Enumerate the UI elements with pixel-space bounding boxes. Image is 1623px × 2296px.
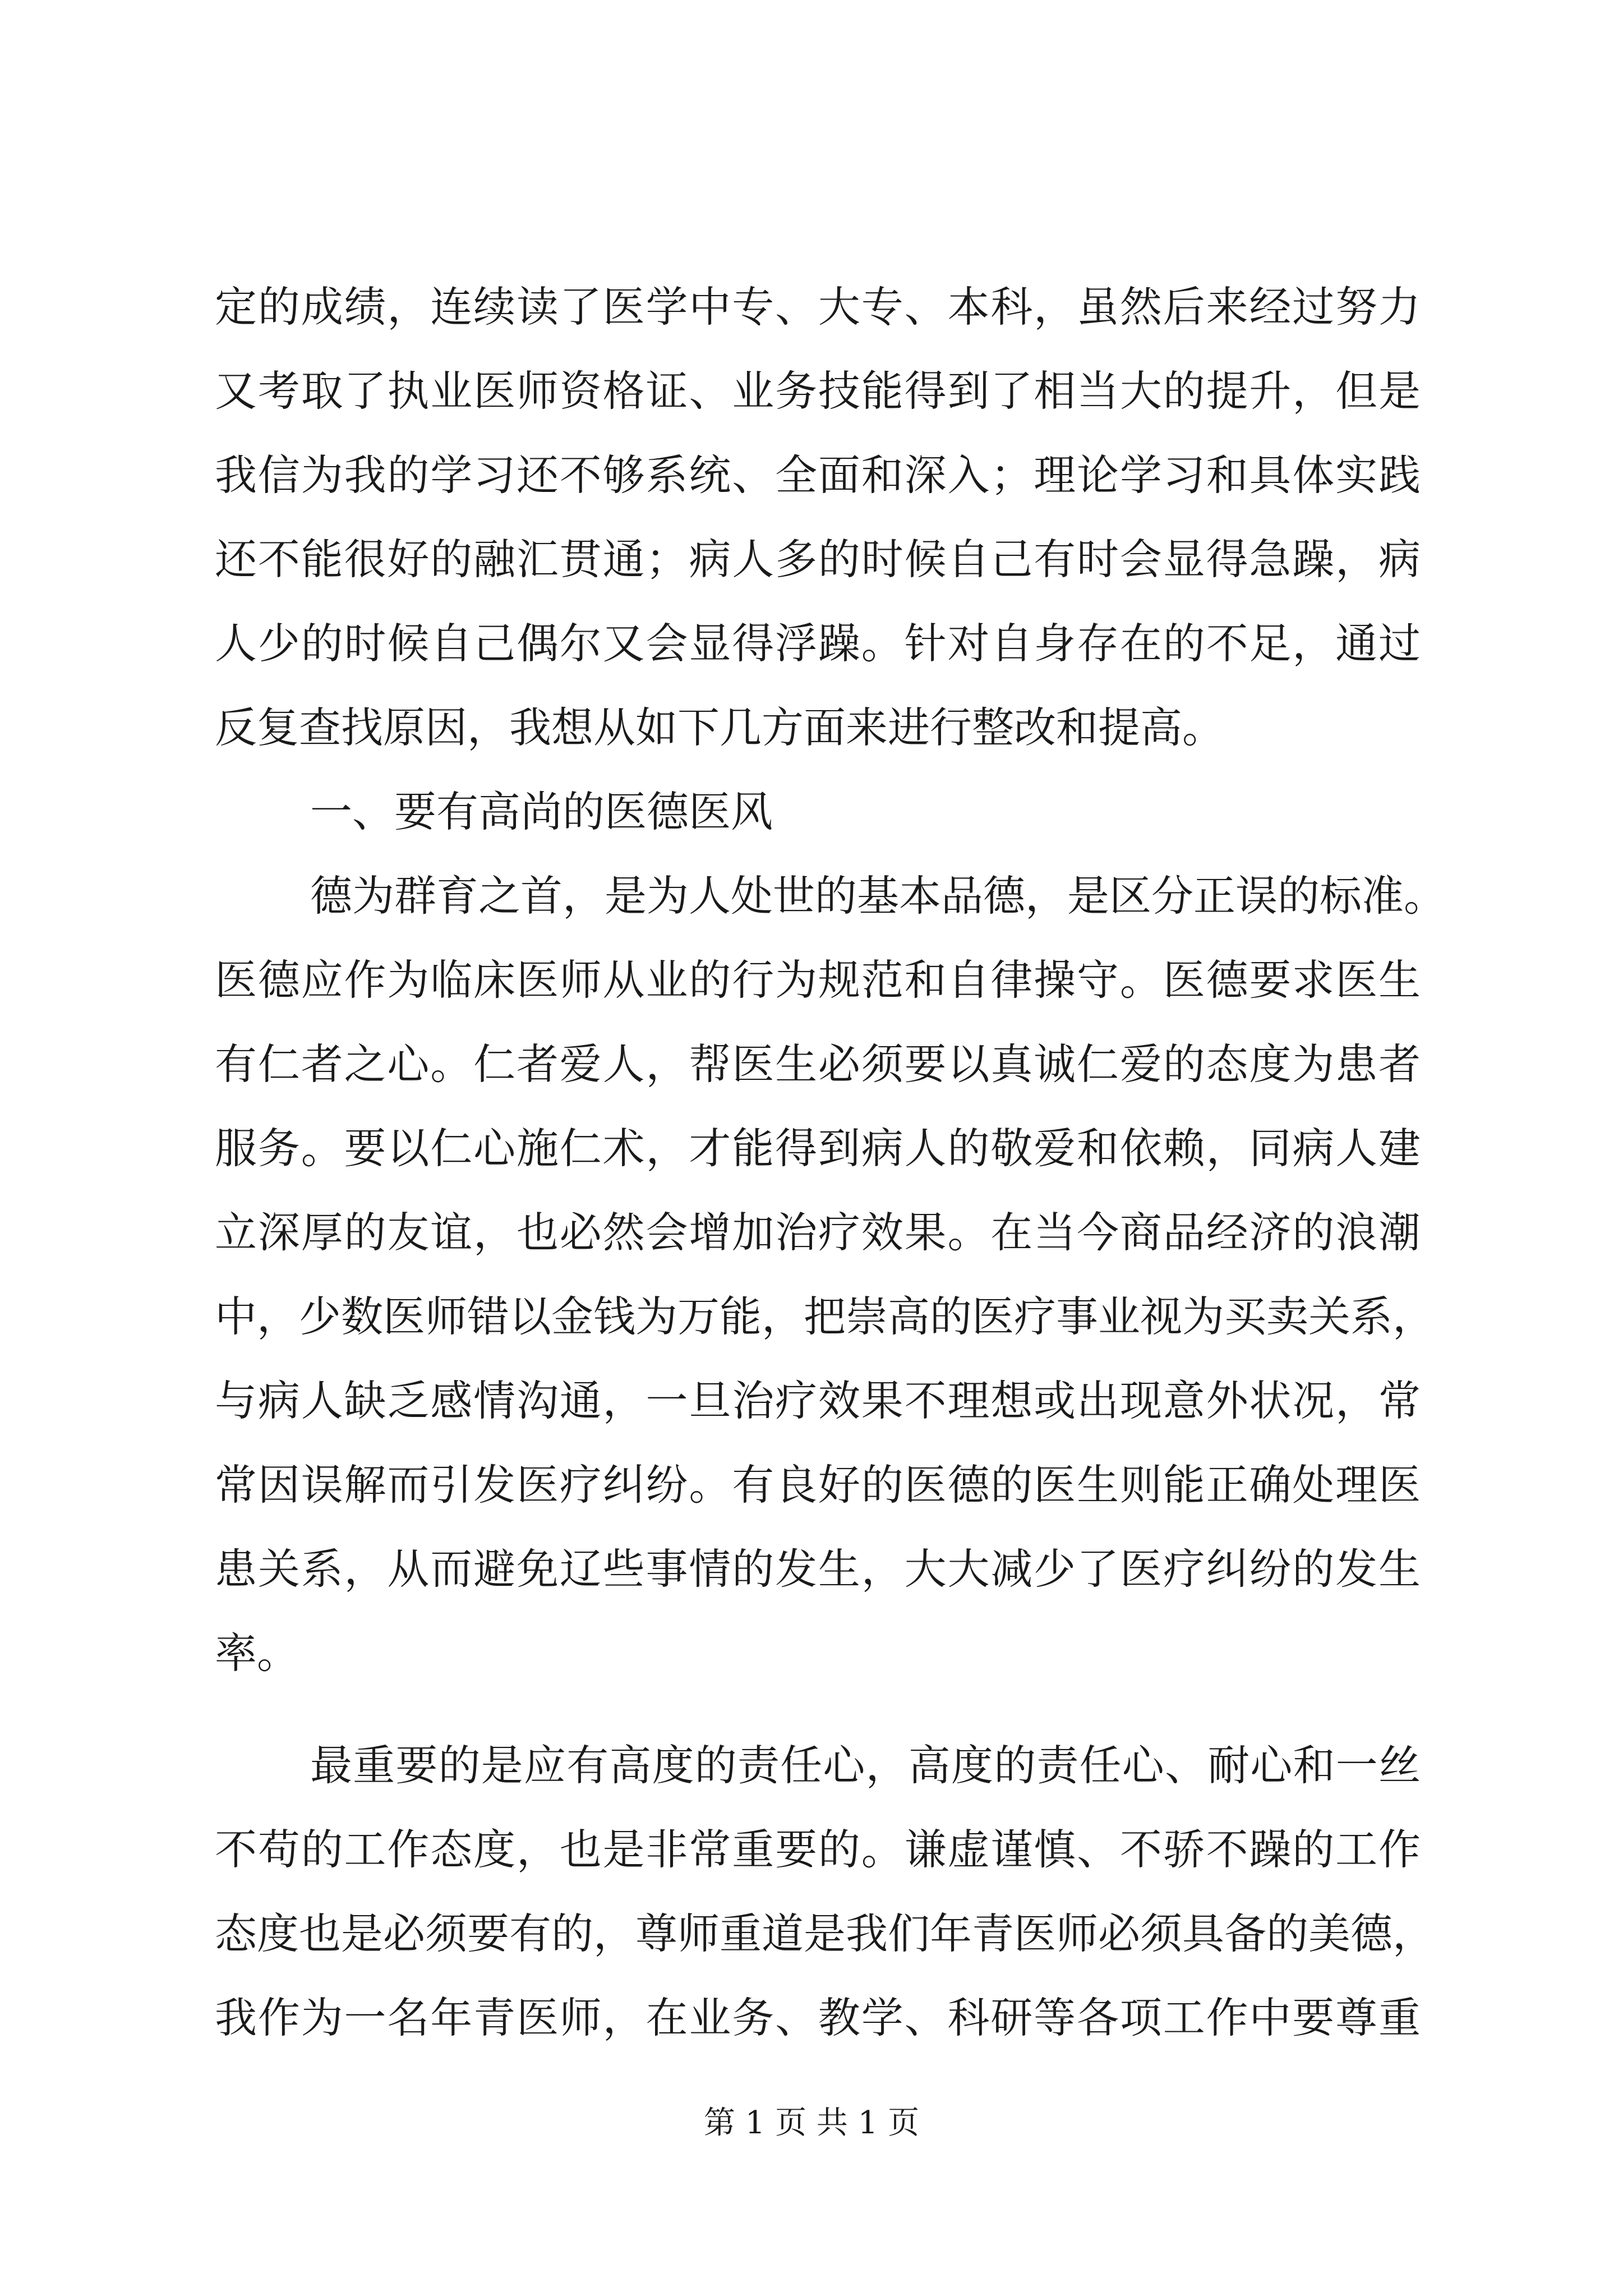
text-line: 人少的时候自己偶尔又会显得浮躁。针对自身存在的不足，通过 (215, 619, 1421, 668)
text-line: 率。 (215, 1628, 299, 1678)
text-line: 还不能很好的融汇贯通；病人多的时候自己有时会显得急躁，病 (215, 535, 1421, 584)
text-line: 立深厚的友谊，也必然会增加治疗效果。在当今商品经济的浪潮 (215, 1208, 1421, 1257)
text-line: 医德应作为临床医师从业的行为规范和自律操守。医德要求医生 (215, 955, 1421, 1005)
text-line: 德为群育之首，是为人处世的基本品德，是区分正误的标准。 (310, 871, 1446, 921)
text-line: 服务。要以仁心施仁术，才能得到病人的敬爱和依赖，同病人建 (215, 1124, 1421, 1173)
section-heading: 一、要有高尚的医德医风 (310, 787, 773, 836)
text-line: 态度也是必须要有的，尊师重道是我们年青医师必须具备的美德， (215, 1909, 1435, 1958)
text-line: 反复查找原因，我想从如下几方面来进行整改和提高。 (215, 703, 1225, 752)
page-footer: 第 1 页 共 1 页 (703, 2105, 920, 2141)
text-line: 中，少数医师错以金钱为万能，把崇高的医疗事业视为买卖关系， (215, 1292, 1435, 1341)
text-line: 我信为我的学习还不够系统、全面和深入；理论学习和具体实践 (215, 450, 1421, 500)
text-line: 患关系，从而避免辽些事情的发生，大大减少了医疗纠纷的发生 (215, 1544, 1421, 1594)
text-line: 与病人缺乏感情沟通，一旦治疗效果不理想或出现意外状况，常 (215, 1376, 1421, 1425)
text-line: 又考取了执业医师资格证、业务技能得到了相当大的提升，但是 (215, 366, 1421, 416)
text-line: 我作为一名年青医师，在业务、教学、科研等各项工作中要尊重 (215, 1993, 1421, 2042)
paragraph-gap (215, 1695, 1421, 1723)
text-line: 不苟的工作态度，也是非常重要的。谦虚谨慎、不骄不躁的工作 (215, 1825, 1421, 1874)
text-line: 常因误解而引发医疗纠纷。有良好的医德的医生则能正确处理医 (215, 1460, 1421, 1510)
text-line: 最重要的是应有高度的责任心，高度的责任心、耐心和一丝 (310, 1741, 1421, 1790)
text-line: 定的成绩，连续读了医学中专、大专、本科，虽然后来经过努力 (215, 282, 1421, 332)
text-line: 有仁者之心。仁者爱人，帮医生必须要以真诚仁爱的态度为患者 (215, 1039, 1421, 1089)
document-body (215, 265, 1446, 2060)
